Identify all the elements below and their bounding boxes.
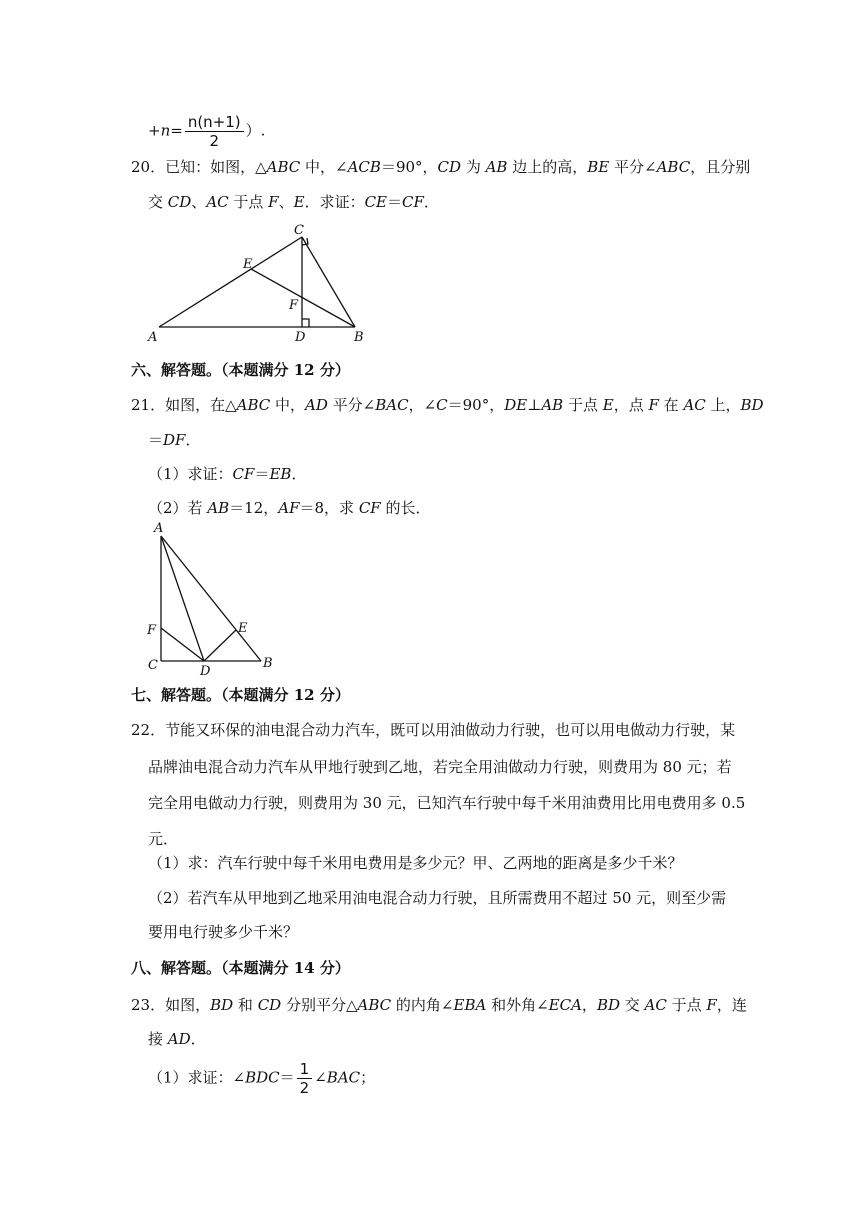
var: DE <box>504 396 528 414</box>
var: AD <box>305 396 328 414</box>
label-d: D <box>200 664 211 679</box>
segment-be <box>251 269 355 327</box>
var: CF <box>402 193 424 211</box>
text: ＝90°， <box>380 158 438 176</box>
text: ∠ <box>314 1068 327 1087</box>
text: ，∠ <box>408 396 437 414</box>
text: 平分∠ <box>609 158 657 176</box>
text: ＝90°， <box>447 396 505 414</box>
text: 中，∠ <box>300 158 348 176</box>
q22-line1: 22．节能又环保的油电混合动力汽车，既可以用油做动力行驶，也可以用电做动力行驶，某 <box>131 721 736 739</box>
text: ． <box>190 1030 206 1048</box>
var: EBA <box>453 996 487 1014</box>
text: ． <box>291 465 307 483</box>
fraction-numerator: 1 <box>297 1060 313 1079</box>
text: 23．如图， <box>131 996 211 1014</box>
formula-continuation <box>148 113 265 150</box>
section-6-heading: 六、解答题。（本题满分 12 分） <box>131 361 350 379</box>
var: BE <box>587 158 610 176</box>
var: BAC <box>375 396 409 414</box>
formula-suffix: ）. <box>245 121 266 140</box>
text: 交 <box>620 996 645 1014</box>
label-e: E <box>238 621 248 636</box>
fraction-half <box>297 1060 313 1097</box>
segment-cb <box>302 237 355 327</box>
q23-sub1 <box>148 1060 375 1097</box>
right-angle-d <box>302 319 309 327</box>
text: 上， <box>705 396 741 414</box>
text: 、 <box>191 193 207 211</box>
var: ABC <box>236 396 271 414</box>
label-b: B <box>354 330 364 345</box>
text: ； <box>360 1068 376 1087</box>
var: CE <box>364 193 388 211</box>
var: BAC <box>326 1068 361 1087</box>
text: （1）求证： <box>148 465 233 483</box>
text: ＝8，求 <box>299 499 359 517</box>
var: E <box>293 193 305 211</box>
q20-line1 <box>131 157 750 177</box>
text: 20．已知：如图，△ <box>131 158 267 176</box>
text: ＝ <box>387 193 403 211</box>
equals-sign: = <box>170 121 183 140</box>
q22-sub1: （1）求：汽车行驶中每千米用电费用是多少元？甲、乙两地的距离是多少千米？ <box>148 854 683 872</box>
var: CD <box>167 193 192 211</box>
label-c: C <box>294 223 304 238</box>
var: DF <box>163 431 186 449</box>
section-8-heading: 八、解答题。（本题满分 14 分） <box>131 959 350 977</box>
text: ． <box>185 431 201 449</box>
text: 的长． <box>380 499 431 517</box>
text: ⊥ <box>527 396 542 414</box>
text: 于点 <box>666 996 707 1014</box>
text: ＝ <box>148 431 164 449</box>
text: ， <box>581 996 597 1014</box>
var: F <box>706 996 717 1014</box>
text: 于点 <box>563 396 603 414</box>
q23-line2 <box>148 1029 206 1049</box>
var: AF <box>278 499 300 517</box>
text: 的内角∠ <box>391 996 454 1014</box>
var: C <box>436 396 448 414</box>
text: （1）求证：∠ <box>148 1068 246 1087</box>
var: ABC <box>656 158 691 176</box>
q22-sub2a: （2）若汽车从甲地到乙地采用油电混合动力行驶，且所需费用不超过 50 元，则至少需 <box>148 889 727 907</box>
text: ＝12， <box>229 499 279 517</box>
var: AC <box>644 996 667 1014</box>
segment-de <box>204 630 236 661</box>
q23-line1 <box>131 995 747 1015</box>
var: AB <box>485 158 508 176</box>
fraction <box>185 113 244 150</box>
var: CF <box>358 499 381 517</box>
text: ． <box>423 193 439 211</box>
text: ，点 <box>613 396 649 414</box>
text: ，连 <box>716 996 747 1014</box>
q22-line2: 品牌油电混合动力汽车从甲地行驶到乙地，若完全用油做动力行驶，则费用为 80 元；若 <box>148 758 732 776</box>
q22-line4: 元． <box>148 830 179 848</box>
label-c: C <box>148 658 158 673</box>
text: 接 <box>148 1030 168 1048</box>
var: ACB <box>347 158 381 176</box>
var: AB <box>541 396 564 414</box>
var: BD <box>740 396 764 414</box>
label-a: A <box>148 330 158 345</box>
label-f: F <box>147 623 157 638</box>
text: 21．如图，在△ <box>131 396 237 414</box>
section-7-heading: 七、解答题。（本题满分 12 分） <box>131 686 350 704</box>
var: BD <box>596 996 620 1014</box>
text: ，且分别 <box>690 158 751 176</box>
text: 中， <box>270 396 306 414</box>
fraction-denominator: 2 <box>209 132 220 150</box>
q20-line2 <box>148 192 439 212</box>
segment-ac <box>159 237 302 327</box>
text: 平分∠ <box>327 396 376 414</box>
var: F <box>648 396 659 414</box>
text: 、 <box>278 193 294 211</box>
label-a: A <box>154 521 164 536</box>
plus-sign: + <box>148 121 161 140</box>
var-n: n <box>160 121 171 140</box>
var: AB <box>207 499 230 517</box>
q22-line3: 完全用电做动力行驶，则费用为 30 元，已知汽车行驶中每千米用油费用比用电费用多 0.5 <box>148 794 746 812</box>
var: ABC <box>266 158 301 176</box>
text: 和外角∠ <box>486 996 549 1014</box>
q21-line1 <box>131 395 764 415</box>
text: ＝ <box>254 465 270 483</box>
text: 分别平分△ <box>281 996 358 1014</box>
label-b: B <box>263 656 273 671</box>
label-e: E <box>243 257 253 272</box>
fraction-denominator: 2 <box>299 1079 310 1097</box>
var: AD <box>167 1030 191 1048</box>
text: 在 <box>658 396 684 414</box>
text: 为 <box>461 158 486 176</box>
var: ABC <box>357 996 392 1014</box>
label-d: D <box>295 330 306 345</box>
var: F <box>268 193 279 211</box>
text: 和 <box>233 996 258 1014</box>
text: 边上的高， <box>507 158 588 176</box>
q21-triangle-figure <box>140 518 290 680</box>
fraction-numerator: n(n+1) <box>185 113 244 132</box>
q21-sub1 <box>148 464 306 484</box>
q20-triangle-figure <box>140 220 380 350</box>
var: EB <box>269 465 292 483</box>
var: CD <box>257 996 282 1014</box>
q21-sub2 <box>148 498 431 518</box>
segment-ad <box>161 536 204 661</box>
var: BD <box>210 996 234 1014</box>
q21-line2 <box>148 430 200 450</box>
label-f: F <box>289 298 299 313</box>
var: CD <box>437 158 462 176</box>
text: ．求证： <box>304 193 365 211</box>
var: BDC <box>245 1068 280 1087</box>
text: （2）若 <box>148 499 208 517</box>
segment-ab <box>161 536 261 661</box>
var: ECA <box>548 996 582 1014</box>
var: AC <box>206 193 229 211</box>
var: E <box>602 396 614 414</box>
text: 于点 <box>228 193 269 211</box>
segment-fd <box>161 628 204 661</box>
text: 交 <box>148 193 168 211</box>
text: ＝ <box>279 1068 295 1087</box>
var: AC <box>683 396 706 414</box>
q22-sub2b: 要用电行驶多少千米？ <box>148 923 299 941</box>
var: CF <box>232 465 255 483</box>
